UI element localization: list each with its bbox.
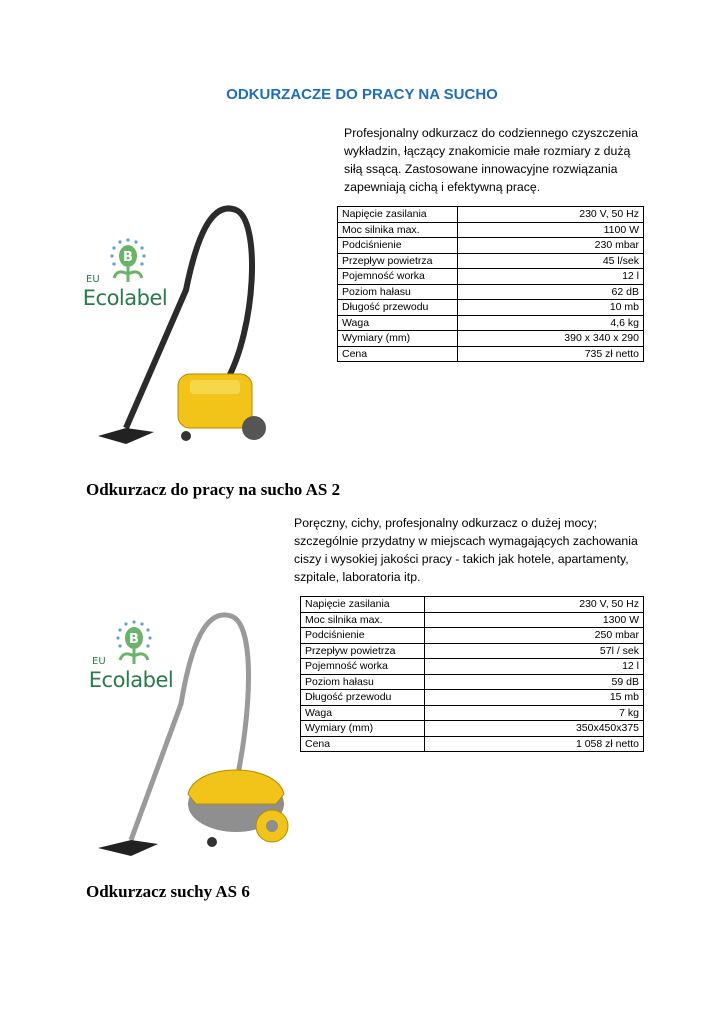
table-row <box>301 674 644 690</box>
spec-label: Podciśnienie <box>301 628 425 644</box>
ecolabel-letter: B <box>129 632 139 647</box>
description-line: zapewniają cichą i efektywną pracę. <box>344 180 541 194</box>
product-2-spec-table <box>300 596 644 752</box>
table-row <box>301 659 644 675</box>
description-line: Poręczny, cichy, profesjonalny odkurzacz o dużej mocy; <box>294 516 598 530</box>
table-row <box>301 690 644 706</box>
spec-value: 1100 W <box>458 222 644 238</box>
description-line: Profesjonalny odkurzacz do codziennego czyszczenia <box>344 126 638 140</box>
spec-value: 230 V, 50 Hz <box>425 597 644 613</box>
spec-value: 57l / sek <box>425 643 644 659</box>
spec-value: 12 l <box>458 269 644 285</box>
table-row <box>338 238 644 254</box>
spec-label: Napięcie zasilania <box>338 207 458 223</box>
spec-value: 1 058 zł netto <box>425 736 644 752</box>
ecolabel-name: Ecolabel <box>82 286 168 310</box>
description-line: ciszy i wysokiej jakości pracy - takich jak hotele, apartamenty, <box>294 552 629 566</box>
spec-value: 250 mbar <box>425 628 644 644</box>
vacuum-cleaner-as2-image <box>86 200 276 450</box>
product-1-name: Odkurzacz do pracy na sucho AS 2 <box>86 480 341 499</box>
spec-label: Moc silnika max. <box>301 612 425 628</box>
table-row <box>338 331 644 347</box>
spec-label: Pojemność worka <box>301 659 425 675</box>
table-row <box>338 315 644 331</box>
table-row <box>338 284 644 300</box>
product-2-name: Odkurzacz suchy AS 6 <box>86 882 250 901</box>
spec-label: Przepływ powietrza <box>338 253 458 269</box>
spec-value: 230 mbar <box>458 238 644 254</box>
spec-label: Poziom hałasu <box>301 674 425 690</box>
table-row <box>301 736 644 752</box>
spec-value: 230 V, 50 Hz <box>458 207 644 223</box>
page-title: ODKURZACZE DO PRACY NA SUCHO <box>226 86 498 103</box>
table-row <box>338 300 644 316</box>
vacuum-cleaner-as6-image <box>86 604 296 864</box>
spec-label: Waga <box>338 315 458 331</box>
table-row <box>338 269 644 285</box>
spec-value: 735 zł netto <box>458 346 644 362</box>
spec-value: 62 dB <box>458 284 644 300</box>
spec-value: 4,6 kg <box>458 315 644 331</box>
spec-label: Pojemność worka <box>338 269 458 285</box>
spec-label: Napięcie zasilania <box>301 597 425 613</box>
spec-value: 390 x 340 x 290 <box>458 331 644 347</box>
table-row <box>338 253 644 269</box>
spec-label: Moc silnika max. <box>338 222 458 238</box>
ecolabel-letter: B <box>123 250 133 265</box>
spec-value: 12 l <box>425 659 644 675</box>
spec-label: Cena <box>301 736 425 752</box>
table-row <box>338 207 644 223</box>
spec-label: Długość przewodu <box>338 300 458 316</box>
spec-label: Podciśnienie <box>338 238 458 254</box>
spec-label: Wymiary (mm) <box>301 721 425 737</box>
spec-label: Przepływ powietrza <box>301 643 425 659</box>
table-row <box>301 612 644 628</box>
ecolabel-eu: EU <box>92 656 106 667</box>
table-row <box>338 222 644 238</box>
description-line: szczególnie przydatny w miejscach wymagających zachowania <box>294 534 638 548</box>
product-2-description <box>294 514 638 586</box>
description-line: wykładzin, łączący znakomicie małe rozmiary z dużą <box>344 144 631 158</box>
spec-value: 45 l/sek <box>458 253 644 269</box>
table-row <box>301 643 644 659</box>
spec-value: 10 mb <box>458 300 644 316</box>
table-row <box>301 705 644 721</box>
spec-label: Wymiary (mm) <box>338 331 458 347</box>
description-line: siłą ssącą. Zastosowane innowacyjne rozwiązania <box>344 162 618 176</box>
spec-value: 15 mb <box>425 690 644 706</box>
product-1-description <box>344 124 638 196</box>
spec-label: Poziom hałasu <box>338 284 458 300</box>
table-row <box>301 721 644 737</box>
spec-label: Długość przewodu <box>301 690 425 706</box>
spec-value: 59 dB <box>425 674 644 690</box>
spec-label: Waga <box>301 705 425 721</box>
table-row <box>338 346 644 362</box>
spec-value: 7 kg <box>425 705 644 721</box>
spec-label: Cena <box>338 346 458 362</box>
ecolabel-name: Ecolabel <box>88 668 174 692</box>
spec-value: 350x450x375 <box>425 721 644 737</box>
spec-value: 1300 W <box>425 612 644 628</box>
table-row <box>301 597 644 613</box>
ecolabel-eu: EU <box>86 274 100 285</box>
product-1-spec-table <box>337 206 644 362</box>
table-row <box>301 628 644 644</box>
description-line: szpitale, laboratoria itp. <box>294 570 421 584</box>
